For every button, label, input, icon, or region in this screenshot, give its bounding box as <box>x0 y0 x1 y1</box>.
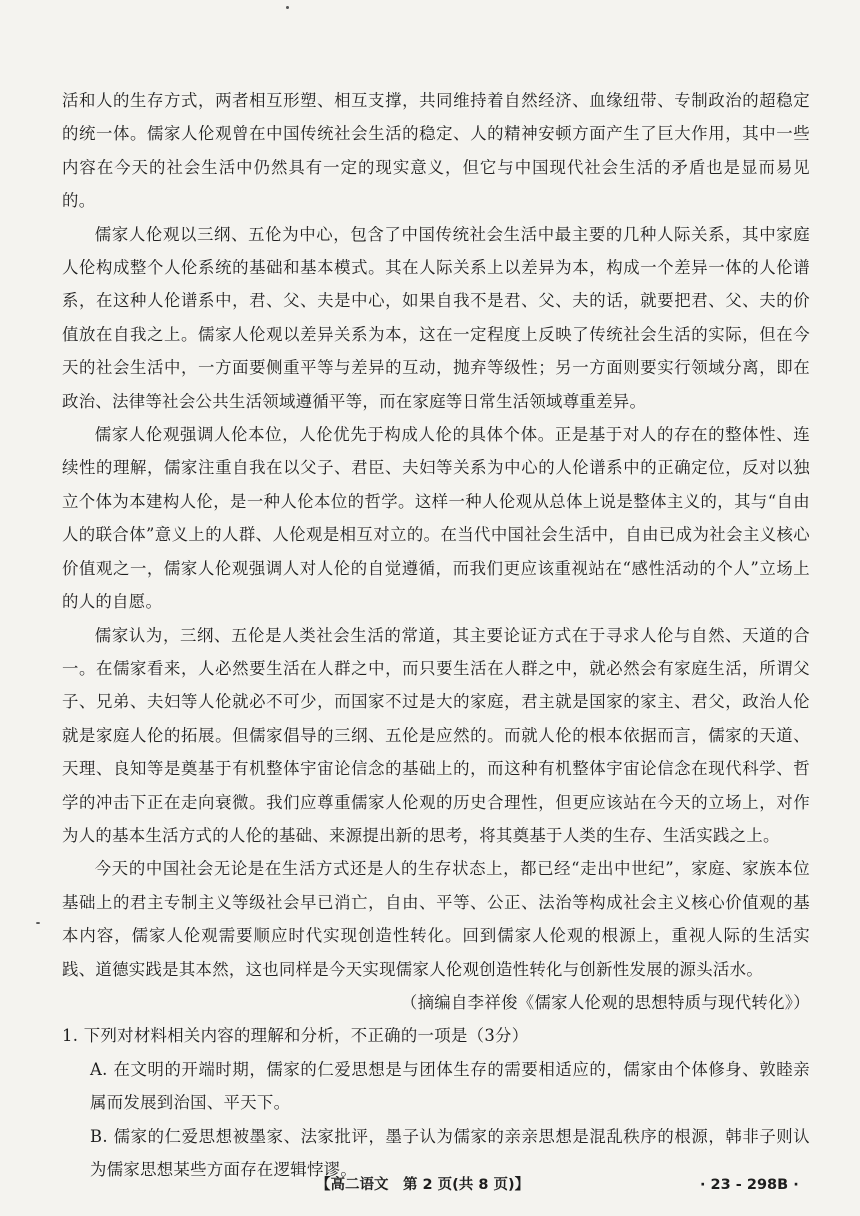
passage-paragraph: 儒家认为，三纲、五伦是人类社会生活的常道，其主要论证方式在于寻求人伦与自然、天道的合一。在儒家看来，人必然要生活在人群之中，而只要生活在人群之中，就必然会有家庭生活，所谓父子、兄弟、夫妇等人伦就必不可少，而国家不过是大的家庭，君主就是国家的家主、君父，政治人伦就是家庭人伦的拓展。但儒家倡导的三纲、五伦是应然的。而就人伦的根本依据而言，儒家的天道、天理、良知等是奠基于有机整体宇宙论信念的基础上的，而这种有机整体宇宙论信念在现代科学、哲学的冲击下正在走向衰微。我们应尊重儒家人伦观的历史合理性，但更应该站在今天的立场上，对作为人的基本生活方式的人伦的基础、来源提出新的思考，将其奠基于人类的生存、生活实践之上。 <box>62 625 810 845</box>
passage-paragraph: 今天的中国社会无论是在生活方式还是人的生存状态上，都已经“走出中世纪”，家庭、家族本位基础上的君主专制主义等级社会早已消亡，自由、平等、公正、法治等构成社会主义核心价值观的基本内容，儒家人伦观需要顺应时代实现创造性转化。回到儒家人伦观的根源上，重视人际的生活实践、道德实践是其本然，这也同样是今天实现儒家人伦观创造性转化与创新性发展的源头活水。 <box>62 859 810 979</box>
passage-body <box>62 84 810 1186</box>
passage-paragraph: 儒家人伦观以三纲、五伦为中心，包含了中国传统社会生活中最主要的几种人际关系，其中家庭人伦构成整个人伦系统的基础和基本模式。其在人际关系上以差异为本，构成一个差异一体的人伦谱系，在这种人伦谱系中，君、父、夫是中心，如果自我不是君、父、夫的话，就要把君、父、夫的价值放在自我之上。儒家人伦观以差异关系为本，这在一定程度上反映了传统社会生活的实际，但在今天的社会生活中，一方面要侧重平等与差异的互动，抛弃等级性；另一方面则要实行领域分离，即在政治、法律等社会公共生活领域遵循平等，而在家庭等日常生活领域尊重差异。 <box>62 224 810 411</box>
footer-page-info: 【高二语文 第 2 页(共 8 页)】 <box>316 1177 530 1193</box>
question-stem: 1. 下列对材料相关内容的理解和分析，不正确的一项是（3分） <box>62 1026 529 1046</box>
source-citation: （摘编自李祥俊《儒家人伦观的思想特质与现代转化》） <box>400 992 810 1012</box>
footer-exam-code: · 23 - 298B · <box>700 1177 799 1193</box>
scan-dot-mark <box>286 6 289 9</box>
option-b: B. 儒家的仁爱思想被墨家、法家批评，墨子认为儒家的亲亲思想是混乱秩序的根源，韩非子则认为儒家思想某些方面存在逻辑悖谬。 <box>90 1126 810 1179</box>
passage-paragraph-continued: 活和人的生存方式，两者相互形塑、相互支撑，共同维持着自然经济、血缘纽带、专制政治的超稳定的统一体。儒家人伦观曾在中国传统社会生活的稳定、人的精神安顿方面产生了巨大作用，其中一些内容在今天的社会生活中仍然具有一定的现实意义，但它与中国现代社会生活的矛盾也是显而易见的。 <box>62 91 810 211</box>
page-footer <box>0 1170 860 1200</box>
option-a: A. 在文明的开端时期，儒家的仁爱思想是与团体生存的需要相适应的，儒家由个体修身、敦睦亲属而发展到治国、平天下。 <box>90 1059 810 1113</box>
passage-paragraph: 儒家人伦观强调人伦本位，人伦优先于构成人伦的具体个体。正是基于对人的存在的整体性、连续性的理解，儒家注重自我在以父子、君臣、夫妇等关系为中心的人伦谱系中的正确定位，反对以独立个体为本建构人伦，是一种人伦本位的哲学。这样一种人伦观从总体上说是整体主义的，其与“自由人的联合体”意义上的人群、人伦观是相互对立的。在当代中国社会生活中，自由已成为社会主义核心价值观之一，儒家人伦观强调人对人伦的自觉遵循，而我们更应该重视站在“感性活动的个人”立场上的人的自愿。 <box>62 425 810 612</box>
scan-dot-mark <box>36 922 40 924</box>
